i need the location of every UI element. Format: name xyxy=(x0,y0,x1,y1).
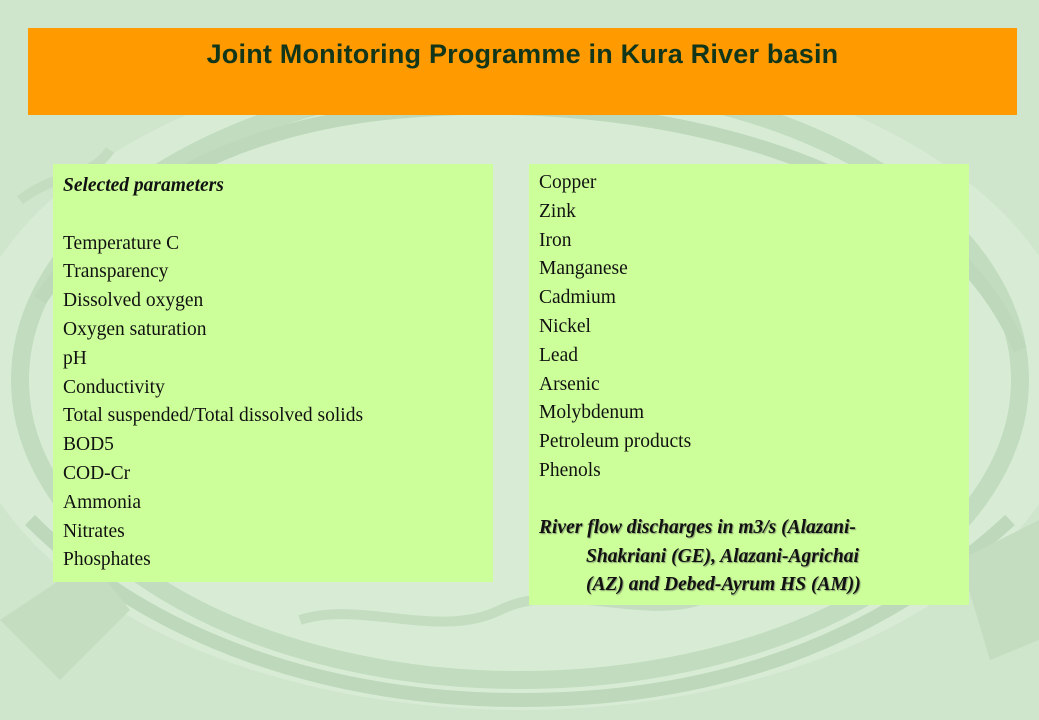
parameter-item: Dissolved oxygen xyxy=(63,290,204,312)
river-flow-note-line: River flow discharges in m3/s (Alazani- xyxy=(539,516,856,538)
parameter-item: Transparency xyxy=(63,261,169,283)
river-flow-note-line: (AZ) and Debed-Ayrum HS (AM)) xyxy=(586,574,861,596)
metals-parameters-panel xyxy=(529,164,969,605)
parameter-item: Oxygen saturation xyxy=(63,318,207,340)
parameter-item: COD-Cr xyxy=(63,462,131,484)
selected-parameters-heading: Selected parameters xyxy=(63,175,224,196)
parameter-item: Manganese xyxy=(539,258,628,280)
river-flow-note xyxy=(539,514,939,600)
parameter-item: Copper xyxy=(539,172,597,193)
parameter-item: Phenols xyxy=(539,459,601,481)
parameter-item: Cadmium xyxy=(539,287,616,309)
parameter-item: Nitrates xyxy=(63,520,125,542)
title-banner xyxy=(28,28,1017,115)
parameter-item: Nickel xyxy=(539,315,591,337)
selected-parameters-panel xyxy=(53,164,493,582)
parameter-item: Ammonia xyxy=(63,491,141,513)
parameter-item: Iron xyxy=(539,229,572,251)
parameter-item: BOD5 xyxy=(63,434,114,456)
parameter-item: pH xyxy=(63,347,87,369)
parameter-item: Total suspended/Total dissolved solids xyxy=(63,405,364,427)
parameter-item: Petroleum products xyxy=(539,431,692,453)
spacer xyxy=(63,201,363,230)
page-title: Joint Monitoring Programme in Kura River basin xyxy=(206,39,839,69)
river-flow-note-line: Shakriani (GE), Alazani-Agrichai xyxy=(586,545,859,567)
parameter-item: Conductivity xyxy=(63,376,165,398)
parameter-item: Molybdenum xyxy=(539,402,645,424)
parameter-item: Lead xyxy=(539,344,578,366)
parameter-item: Temperature C xyxy=(63,232,180,254)
parameter-item: Arsenic xyxy=(539,373,600,395)
parameter-item: Zink xyxy=(539,200,576,222)
parameter-item: Phosphates xyxy=(63,549,151,571)
